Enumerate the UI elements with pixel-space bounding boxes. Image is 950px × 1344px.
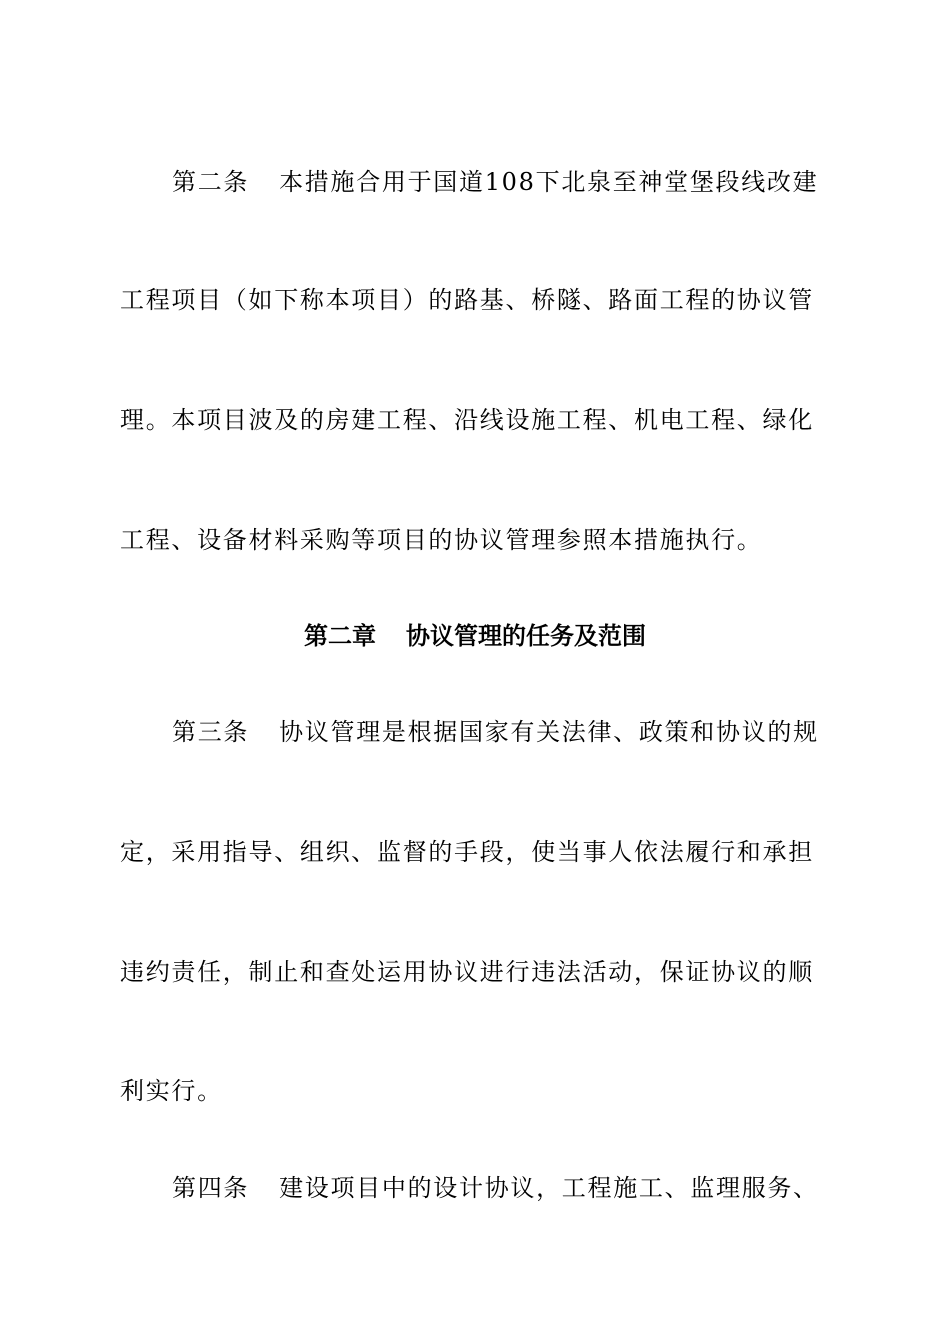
- article-3-line-4: 利实行。: [120, 1077, 223, 1105]
- article-3-line-2: 定，采用指导、组织、监督的手段，使当事人依法履行和承担: [120, 838, 814, 866]
- article-2-label: 第二条: [172, 168, 250, 196]
- chapter-2-title: 协议管理的任务及范围: [406, 622, 646, 650]
- article-2-line-3: 理。本项目波及的房建工程、沿线设施工程、机电工程、绿化: [120, 406, 814, 434]
- article-2-line-1: [172, 167, 825, 197]
- article-2-line-4: 工程、设备材料采购等项目的协议管理参照本措施执行。: [120, 526, 763, 554]
- article-3-text-1: 协议管理是根据国家有关法律、政策和协议的规: [279, 718, 819, 746]
- article-3-line-1: [172, 717, 825, 747]
- chapter-2-heading: [0, 620, 950, 652]
- article-2-line-2: 工程项目（如下称本项目）的路基、桥隧、路面工程的协议管: [120, 286, 814, 314]
- article-2-text-1: 本措施合用于国道108下北泉至神堂堡段线改建: [279, 168, 819, 196]
- article-4-text-1: 建设项目中的设计协议，工程施工、监理服务、: [279, 1174, 819, 1202]
- article-3-label: 第三条: [172, 718, 250, 746]
- article-3-line-3: 违约责任，制止和查处运用协议进行违法活动，保证协议的顺: [120, 958, 814, 986]
- chapter-2-label: 第二章: [304, 622, 376, 650]
- article-4-line-1: [172, 1173, 825, 1203]
- article-4-label: 第四条: [172, 1174, 250, 1202]
